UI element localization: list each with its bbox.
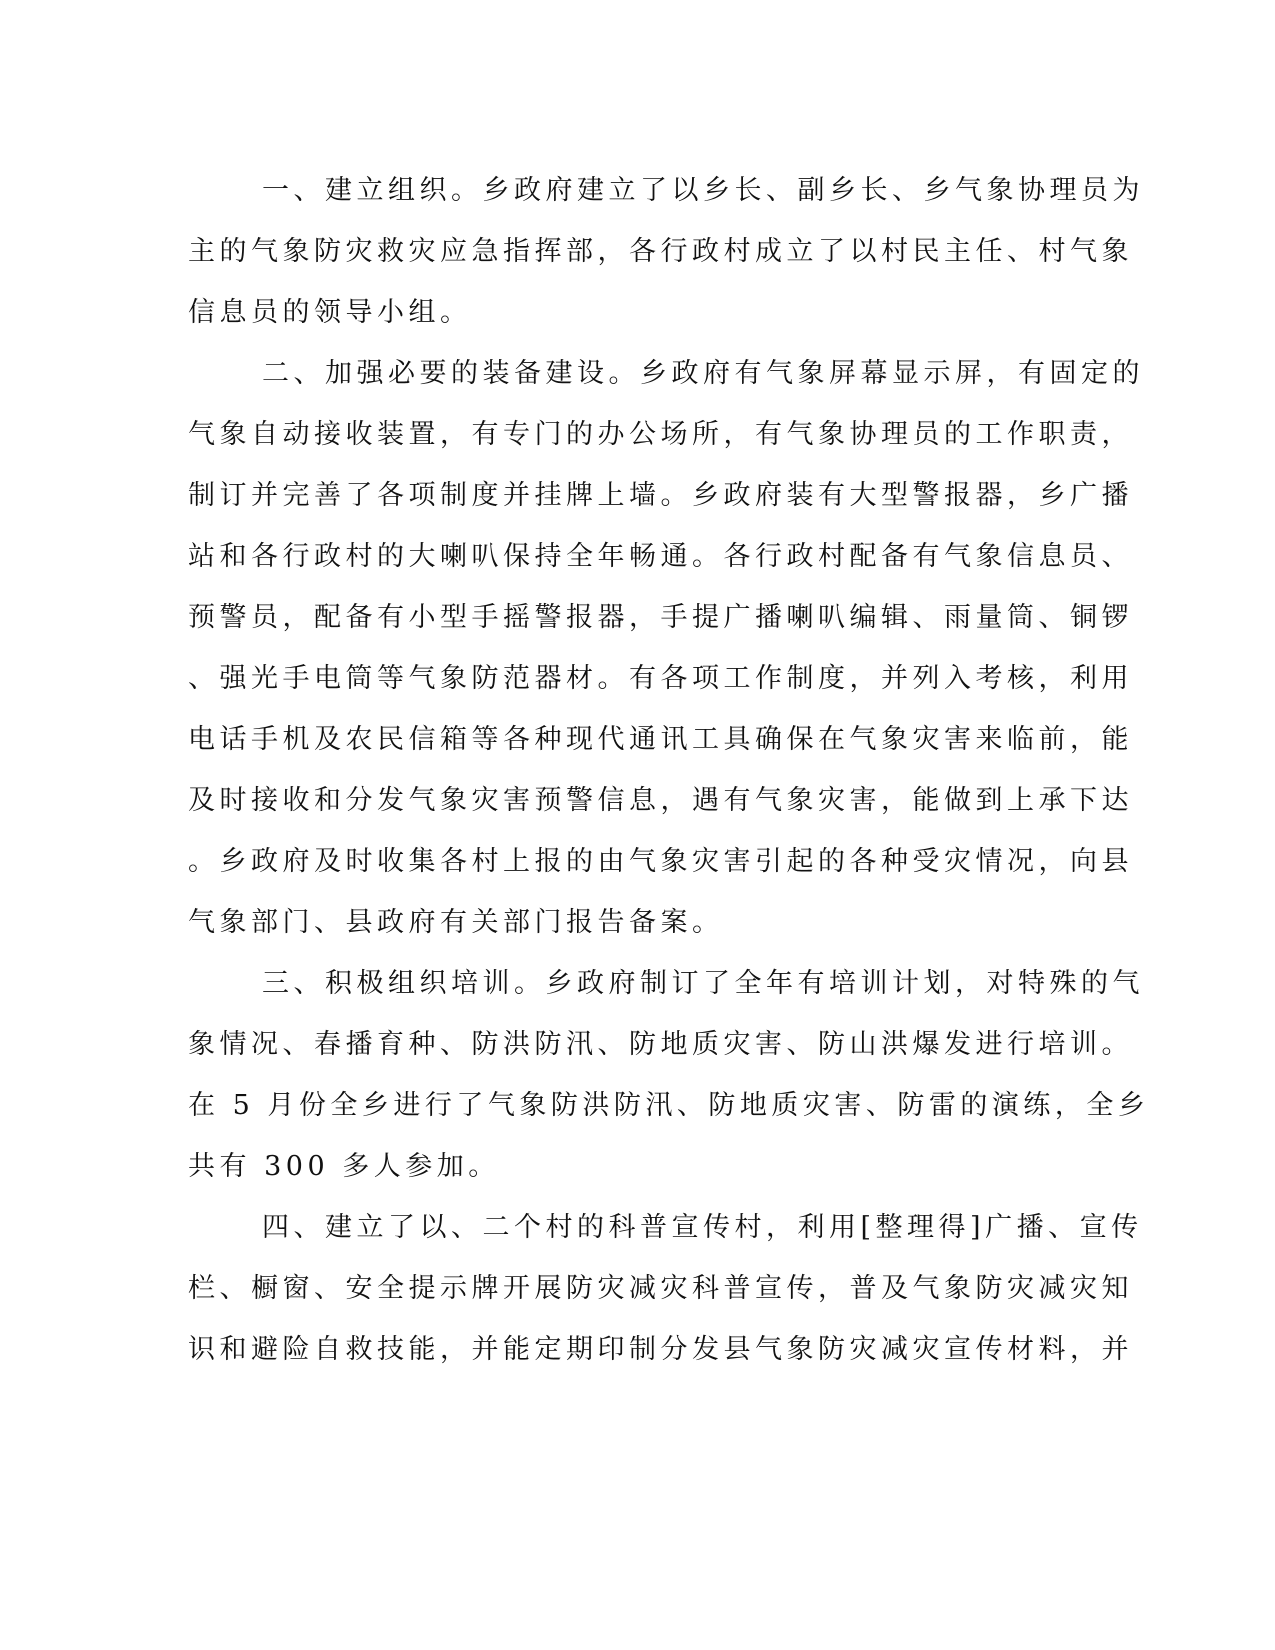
text-line: 电话手机及农民信箱等各种现代通讯工具确保在气象灾害来临前，能: [188, 724, 1133, 755]
text-line: 。乡政府及时收集各村上报的由气象灾害引起的各种受灾情况，向县: [188, 846, 1133, 877]
text-line: 站和各行政村的大喇叭保持全年畅通。各行政村配备有气象信息员、: [188, 541, 1133, 572]
text-line: 共有 300 多人参加。: [188, 1151, 500, 1182]
text-line: 预警员，配备有小型手摇警报器，手提广播喇叭编辑、雨量筒、铜锣: [188, 602, 1133, 633]
text-line: 及时接收和分发气象灾害预警信息，遇有气象灾害，能做到上承下达: [188, 785, 1133, 816]
text-line: 主的气象防灾救灾应急指挥部，各行政村成立了以村民主任、村气象: [188, 236, 1133, 267]
text-line: 四、建立了以、二个村的科普宣传村，利用[整理得]广播、宣传: [262, 1212, 1143, 1243]
paragraph-training: [188, 953, 1150, 1197]
text-line: 象情况、春播育种、防洪防汛、防地质灾害、防山洪爆发进行培训。: [188, 1029, 1133, 1060]
text-line: 气象部门、县政府有关部门报告备案。: [188, 907, 724, 938]
text-line: 栏、橱窗、安全提示牌开展防灾减灾科普宣传，普及气象防灾减灾知: [188, 1273, 1133, 1304]
text-line: 二、加强必要的装备建设。乡政府有气象屏幕显示屏，有固定的: [262, 358, 1144, 389]
paragraph-organization: [188, 160, 1144, 343]
text-line: 制订并完善了各项制度并挂牌上墙。乡政府装有大型警报器，乡广播: [188, 480, 1133, 511]
text-line: 、强光手电筒等气象防范器材。有各项工作制度，并列入考核，利用: [188, 663, 1133, 694]
text-line: 信息员的领导小组。: [188, 297, 472, 328]
document-body: [188, 160, 1150, 1380]
text-line: 在 5 月份全乡进行了气象防洪防汛、防地质灾害、防雷的演练，全乡: [188, 1090, 1150, 1121]
paragraph-publicity: [188, 1197, 1143, 1380]
text-line: 识和避险自救技能，并能定期印制分发县气象防灾减灾宣传材料，并: [188, 1334, 1133, 1365]
text-line: 气象自动接收装置，有专门的办公场所，有气象协理员的工作职责，: [188, 419, 1133, 450]
paragraph-equipment: [188, 343, 1144, 953]
text-line: 三、积极组织培训。乡政府制订了全年有培训计划，对特殊的气: [262, 968, 1144, 999]
text-line: 一、建立组织。乡政府建立了以乡长、副乡长、乡气象协理员为: [262, 175, 1144, 206]
